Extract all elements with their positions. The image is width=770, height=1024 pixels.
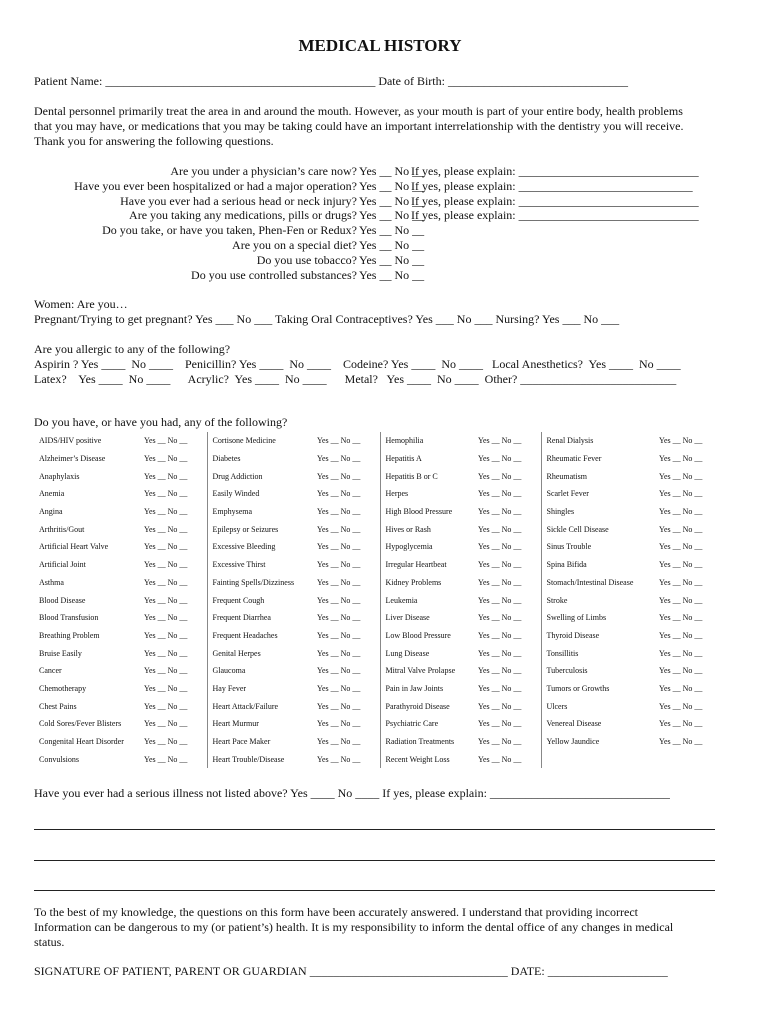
condition-yes-no[interactable]: Yes __ No __ bbox=[659, 542, 703, 552]
table-row bbox=[34, 450, 714, 468]
condition-yes-no[interactable]: Yes __ No __ bbox=[475, 715, 541, 733]
condition-yes-no[interactable]: Yes __ No __ bbox=[475, 680, 541, 698]
table-row bbox=[34, 467, 714, 485]
condition-name: Radiation Treatments bbox=[385, 737, 455, 747]
condition-yes-no[interactable]: Yes __ No __ bbox=[659, 701, 703, 711]
condition-name: Frequent Diarrhea bbox=[212, 613, 271, 623]
condition-yes-no[interactable]: Yes __ No __ bbox=[141, 520, 207, 538]
condition-yes-no[interactable]: Yes __ No __ bbox=[141, 715, 207, 733]
intro-line-3: Thank you for answering the following questions. bbox=[34, 134, 274, 148]
condition-yes-no[interactable]: Yes __ No __ bbox=[314, 627, 380, 645]
health-question-row bbox=[0, 238, 770, 253]
condition-name: Frequent Cough bbox=[212, 595, 265, 605]
condition-name: Frequent Headaches bbox=[212, 630, 278, 640]
yes-no-field[interactable]: Yes __ No __ bbox=[359, 208, 425, 223]
explain-line-1[interactable] bbox=[34, 829, 715, 830]
condition-yes-no[interactable]: Yes __ No __ bbox=[475, 733, 541, 751]
condition-yes-no[interactable]: Yes __ No __ bbox=[141, 609, 207, 627]
condition-yes-no[interactable]: Yes __ No __ bbox=[314, 609, 380, 627]
closing-line-2: Information can be dangerous to my (or patient’s) health. It is my responsibility to inform the dental office of any changes in medical bbox=[34, 920, 674, 934]
condition-name: Shingles bbox=[546, 507, 575, 517]
yes-no-field[interactable]: Yes __ No __ bbox=[359, 164, 425, 178]
table-row bbox=[34, 644, 714, 662]
table-row bbox=[34, 662, 714, 680]
condition-name: Spina Bifida bbox=[546, 560, 587, 570]
condition-yes-no[interactable]: Yes __ No __ bbox=[314, 520, 380, 538]
condition-yes-no[interactable]: Yes __ No __ bbox=[475, 750, 541, 768]
condition-yes-no[interactable]: Yes __ No __ bbox=[659, 577, 703, 587]
condition-yes-no bbox=[656, 750, 714, 768]
patient-info-line[interactable]: Patient Name: _____________________________________________ Date of Birth: ______________________________ bbox=[34, 74, 628, 88]
condition-yes-no[interactable]: Yes __ No __ bbox=[659, 524, 703, 534]
condition-yes-no[interactable]: Yes __ No __ bbox=[475, 520, 541, 538]
explain-line-3[interactable] bbox=[34, 890, 715, 891]
condition-name: Convulsions bbox=[39, 754, 80, 764]
allergy-row-2[interactable]: Latex? Yes ____ No ____ Acrylic? Yes ____ No ____ Metal? Yes ____ No ____ Other? __________________________ bbox=[34, 372, 677, 386]
condition-name: Irregular Heartbeat bbox=[385, 560, 447, 570]
intro-line-2: that you may have, or medications that you may be taking could have an important interrelationship with the dentistry you will receive. bbox=[34, 119, 684, 133]
closing-line-1: To the best of my knowledge, the questions on this form have been accurately answered. I understand that providing incorrect bbox=[34, 905, 638, 919]
condition-name: Excessive Bleeding bbox=[212, 542, 276, 552]
condition-yes-no[interactable]: Yes __ No __ bbox=[314, 662, 380, 680]
condition-name: Angina bbox=[39, 507, 63, 517]
condition-yes-no[interactable]: Yes __ No __ bbox=[659, 630, 703, 640]
condition-yes-no[interactable]: Yes __ No __ bbox=[475, 644, 541, 662]
signature-date-line[interactable]: SIGNATURE OF PATIENT, PARENT OR GUARDIAN _________________________________ DATE: ____________________ bbox=[34, 964, 668, 978]
condition-name: High Blood Pressure bbox=[385, 507, 453, 517]
condition-name: Excessive Thirst bbox=[212, 560, 266, 570]
explain-line-2[interactable] bbox=[34, 860, 715, 861]
question-text: Have you ever had a serious head or neck injury? bbox=[120, 193, 357, 208]
table-row bbox=[34, 750, 714, 768]
condition-yes-no[interactable]: Yes __ No __ bbox=[475, 609, 541, 627]
condition-yes-no[interactable]: Yes __ No __ bbox=[314, 432, 380, 450]
table-row bbox=[34, 627, 714, 645]
condition-yes-no[interactable]: Yes __ No __ bbox=[141, 485, 207, 503]
condition-name: Yellow Jaundice bbox=[546, 737, 600, 747]
condition-yes-no[interactable]: Yes __ No __ bbox=[141, 644, 207, 662]
condition-name: Fainting Spells/Dizziness bbox=[212, 577, 295, 587]
table-row bbox=[34, 503, 714, 521]
condition-name: Sickle Cell Disease bbox=[546, 524, 609, 534]
condition-yes-no[interactable]: Yes __ No __ bbox=[141, 591, 207, 609]
condition-name: Heart Attack/Failure bbox=[212, 701, 279, 711]
condition-name: Lung Disease bbox=[385, 648, 430, 658]
condition-name: Tonsillitis bbox=[546, 648, 579, 658]
condition-name: Leukemia bbox=[385, 595, 418, 605]
yes-no-field[interactable]: Yes __ No __ bbox=[359, 267, 425, 282]
condition-name: AIDS/HIV positive bbox=[39, 436, 102, 446]
condition-name: Drug Addiction bbox=[212, 471, 263, 481]
condition-yes-no[interactable]: Yes __ No __ bbox=[314, 574, 380, 592]
condition-yes-no[interactable]: Yes __ No __ bbox=[659, 454, 703, 464]
condition-name: Chest Pains bbox=[39, 701, 77, 711]
question-text: Are you taking any medications, pills or drugs? bbox=[129, 208, 357, 223]
condition-name: Tumors or Growths bbox=[546, 683, 610, 693]
serious-illness-question[interactable]: Have you ever had a serious illness not listed above? Yes ____ No ____ If yes, please explain: ______________________________ bbox=[34, 786, 670, 800]
yes-no-field[interactable]: Yes __ No __ bbox=[359, 193, 425, 208]
explain-field[interactable]: If yes, please explain: _____________________________ bbox=[411, 178, 693, 193]
table-row bbox=[34, 574, 714, 592]
condition-yes-no[interactable]: Yes __ No __ bbox=[475, 485, 541, 503]
yes-no-field[interactable]: Yes __ No __ bbox=[359, 178, 425, 193]
condition-yes-no[interactable]: Yes __ No __ bbox=[314, 715, 380, 733]
condition-name: Hepatitis B or C bbox=[385, 471, 438, 481]
condition-yes-no[interactable]: Yes __ No __ bbox=[141, 697, 207, 715]
table-row bbox=[34, 432, 714, 450]
condition-name: Scarlet Fever bbox=[546, 489, 589, 499]
condition-name: Diabetes bbox=[212, 454, 241, 464]
condition-name: Cold Sores/Fever Blisters bbox=[39, 719, 122, 729]
condition-yes-no[interactable]: Yes __ No __ bbox=[475, 467, 541, 485]
condition-yes-no[interactable]: Yes __ No __ bbox=[314, 556, 380, 574]
condition-name: Epilepsy or Seizures bbox=[212, 524, 279, 534]
condition-name: Venereal Disease bbox=[546, 719, 602, 729]
condition-name: Hypoglycemia bbox=[385, 542, 433, 552]
conditions-table bbox=[34, 432, 714, 768]
table-row bbox=[34, 609, 714, 627]
condition-name: Kidney Problems bbox=[385, 577, 442, 587]
yes-no-field[interactable]: Yes __ No __ bbox=[359, 252, 425, 267]
condition-yes-no[interactable]: Yes __ No __ bbox=[314, 485, 380, 503]
page-title: MEDICAL HISTORY bbox=[298, 36, 462, 55]
condition-name: Alzheimer’s Disease bbox=[39, 454, 106, 464]
explain-field[interactable]: If yes, please explain: ______________________________ bbox=[411, 208, 699, 223]
explain-field[interactable]: If yes, please explain: ______________________________ bbox=[411, 193, 699, 208]
explain-field[interactable]: If yes, please explain: ______________________________ bbox=[411, 164, 699, 178]
condition-yes-no[interactable]: Yes __ No __ bbox=[141, 432, 207, 450]
condition-yes-no[interactable]: Yes __ No __ bbox=[659, 489, 703, 499]
condition-yes-no[interactable]: Yes __ No __ bbox=[141, 750, 207, 768]
condition-yes-no[interactable]: Yes __ No __ bbox=[314, 538, 380, 556]
condition-yes-no[interactable]: Yes __ No __ bbox=[659, 737, 703, 747]
condition-yes-no[interactable]: Yes __ No __ bbox=[314, 450, 380, 468]
condition-yes-no[interactable]: Yes __ No __ bbox=[314, 680, 380, 698]
women-questions[interactable]: Pregnant/Trying to get pregnant? Yes ___ No ___ Taking Oral Contraceptives? Yes ___ No ___ Nursing? Yes ___ No ___ bbox=[34, 312, 620, 326]
table-row bbox=[34, 733, 714, 751]
conditions-label: Do you have, or have you had, any of the following? bbox=[34, 415, 288, 429]
condition-yes-no[interactable]: Yes __ No __ bbox=[475, 556, 541, 574]
condition-name: Cancer bbox=[39, 666, 62, 676]
condition-name: Congenital Heart Disorder bbox=[39, 737, 124, 747]
condition-yes-no[interactable]: Yes __ No __ bbox=[659, 666, 703, 676]
table-row bbox=[34, 591, 714, 609]
condition-yes-no[interactable]: Yes __ No __ bbox=[141, 450, 207, 468]
condition-yes-no[interactable]: Yes __ No __ bbox=[659, 648, 703, 658]
condition-name: Mitral Valve Prolapse bbox=[385, 666, 456, 676]
condition-name: Heart Trouble/Disease bbox=[212, 754, 285, 764]
condition-name: Hemophilia bbox=[385, 436, 424, 446]
condition-yes-no[interactable]: Yes __ No __ bbox=[475, 574, 541, 592]
condition-yes-no[interactable]: Yes __ No __ bbox=[659, 471, 703, 481]
intro-line-1: Dental personnel primarily treat the area in and around the mouth. However, as your mouth is part of your entire body, health problems bbox=[34, 104, 683, 118]
condition-name: Artificial Heart Valve bbox=[39, 542, 109, 552]
condition-yes-no[interactable]: Yes __ No __ bbox=[141, 662, 207, 680]
condition-name: Stomach/Intestinal Disease bbox=[546, 577, 634, 587]
yes-no-field[interactable]: Yes __ No __ bbox=[359, 223, 425, 238]
condition-name: Sinus Trouble bbox=[546, 542, 592, 552]
condition-yes-no[interactable]: Yes __ No __ bbox=[659, 613, 703, 623]
table-row bbox=[34, 538, 714, 556]
condition-name: Cortisone Medicine bbox=[212, 436, 276, 446]
condition-name: Low Blood Pressure bbox=[385, 630, 451, 640]
condition-name: Emphysema bbox=[212, 507, 253, 517]
health-question-row bbox=[0, 208, 770, 223]
question-text: Do you use tobacco? bbox=[256, 252, 357, 267]
closing-line-3: status. bbox=[34, 935, 65, 949]
condition-name: Asthma bbox=[39, 577, 64, 587]
question-text: Are you under a physician’s care now? bbox=[170, 164, 357, 178]
condition-yes-no[interactable]: Yes __ No __ bbox=[141, 556, 207, 574]
condition-name: Tuberculosis bbox=[546, 666, 588, 676]
condition-yes-no[interactable]: Yes __ No __ bbox=[659, 560, 703, 570]
question-text: Have you ever been hospitalized or had a major operation? bbox=[74, 178, 357, 193]
condition-name: Parathyroid Disease bbox=[385, 701, 450, 711]
condition-yes-no[interactable]: Yes __ No __ bbox=[314, 467, 380, 485]
condition-name: Hepatitis A bbox=[385, 454, 422, 464]
condition-yes-no[interactable]: Yes __ No __ bbox=[475, 662, 541, 680]
condition-yes-no[interactable]: Yes __ No __ bbox=[475, 450, 541, 468]
allergy-label: Are you allergic to any of the following? bbox=[34, 342, 231, 356]
condition-yes-no[interactable]: Yes __ No __ bbox=[475, 432, 541, 450]
condition-yes-no[interactable]: Yes __ No __ bbox=[141, 503, 207, 521]
condition-name: Glaucoma bbox=[212, 666, 246, 676]
condition-name: Hives or Rash bbox=[385, 524, 431, 534]
table-row bbox=[34, 680, 714, 698]
condition-yes-no[interactable]: Yes __ No __ bbox=[475, 627, 541, 645]
condition-name: Breathing Problem bbox=[39, 630, 100, 640]
health-question-row bbox=[0, 164, 770, 179]
condition-name: Psychiatric Care bbox=[385, 719, 439, 729]
condition-name: Artificial Joint bbox=[39, 560, 86, 570]
table-row bbox=[34, 715, 714, 733]
condition-name: Renal Dialysis bbox=[546, 436, 594, 446]
condition-name: Arthritis/Gout bbox=[39, 524, 85, 534]
condition-name: Bruise Easily bbox=[39, 648, 82, 658]
condition-yes-no[interactable]: Yes __ No __ bbox=[141, 538, 207, 556]
condition-name: Easily Winded bbox=[212, 489, 260, 499]
women-label: Women: Are you… bbox=[34, 297, 128, 311]
health-question-row bbox=[0, 253, 770, 268]
condition-yes-no[interactable]: Yes __ No __ bbox=[314, 503, 380, 521]
condition-name: Blood Transfusion bbox=[39, 613, 99, 623]
question-text: Are you on a special diet? bbox=[232, 238, 357, 252]
health-question-row bbox=[0, 223, 770, 238]
condition-yes-no[interactable]: Yes __ No __ bbox=[314, 697, 380, 715]
condition-name: Rheumatic Fever bbox=[546, 454, 602, 464]
condition-yes-no[interactable]: Yes __ No __ bbox=[314, 591, 380, 609]
condition-yes-no[interactable]: Yes __ No __ bbox=[475, 591, 541, 609]
condition-yes-no[interactable]: Yes __ No __ bbox=[314, 750, 380, 768]
condition-name: Rheumatism bbox=[546, 471, 587, 481]
condition-name: Herpes bbox=[385, 489, 409, 499]
table-row bbox=[34, 556, 714, 574]
question-text: Do you take, or have you taken, Phen-Fen or Redux? bbox=[102, 223, 357, 238]
condition-yes-no[interactable]: Yes __ No __ bbox=[475, 503, 541, 521]
condition-name: Genital Herpes bbox=[212, 648, 261, 658]
condition-name: Heart Murmur bbox=[212, 719, 259, 729]
condition-yes-no[interactable]: Yes __ No __ bbox=[659, 595, 703, 605]
condition-name: Chemotherapy bbox=[39, 683, 87, 693]
condition-yes-no[interactable]: Yes __ No __ bbox=[659, 683, 703, 693]
condition-yes-no[interactable]: Yes __ No __ bbox=[475, 697, 541, 715]
health-question-row bbox=[0, 194, 770, 209]
condition-name: Anemia bbox=[39, 489, 65, 499]
condition-yes-no[interactable]: Yes __ No __ bbox=[659, 719, 703, 729]
condition-name: Anaphylaxis bbox=[39, 471, 80, 481]
condition-name: Liver Disease bbox=[385, 613, 430, 623]
condition-yes-no[interactable]: Yes __ No __ bbox=[659, 507, 703, 517]
condition-yes-no[interactable]: Yes __ No __ bbox=[141, 574, 207, 592]
condition-yes-no[interactable]: Yes __ No __ bbox=[314, 733, 380, 751]
condition-yes-no[interactable]: Yes __ No __ bbox=[475, 538, 541, 556]
condition-yes-no[interactable]: Yes __ No __ bbox=[141, 733, 207, 751]
condition-yes-no[interactable]: Yes __ No __ bbox=[141, 627, 207, 645]
question-text: Do you use controlled substances? bbox=[191, 267, 357, 282]
yes-no-field[interactable]: Yes __ No __ bbox=[359, 238, 425, 252]
condition-name: Blood Disease bbox=[39, 595, 86, 605]
health-question-row bbox=[0, 268, 770, 283]
table-row bbox=[34, 520, 714, 538]
allergy-row-1[interactable]: Aspirin ? Yes ____ No ____ Penicillin? Yes ____ No ____ Codeine? Yes ____ No ____ Local Anesthetics? Yes ____ No ____ bbox=[34, 357, 681, 371]
table-row bbox=[34, 697, 714, 715]
condition-name bbox=[541, 750, 656, 768]
condition-name: Hay Fever bbox=[212, 683, 247, 693]
condition-name: Stroke bbox=[546, 595, 568, 605]
condition-name: Pain in Jaw Joints bbox=[385, 683, 444, 693]
condition-yes-no[interactable]: Yes __ No __ bbox=[314, 644, 380, 662]
condition-name: Ulcers bbox=[546, 701, 568, 711]
condition-name: Thyroid Disease bbox=[546, 630, 600, 640]
condition-name: Heart Pace Maker bbox=[212, 737, 271, 747]
health-question-row bbox=[0, 179, 770, 194]
condition-name: Recent Weight Loss bbox=[385, 754, 450, 764]
condition-yes-no[interactable]: Yes __ No __ bbox=[141, 467, 207, 485]
condition-yes-no[interactable]: Yes __ No __ bbox=[141, 680, 207, 698]
condition-name: Swelling of Limbs bbox=[546, 613, 607, 623]
condition-yes-no[interactable]: Yes __ No __ bbox=[659, 436, 703, 446]
table-row bbox=[34, 485, 714, 503]
